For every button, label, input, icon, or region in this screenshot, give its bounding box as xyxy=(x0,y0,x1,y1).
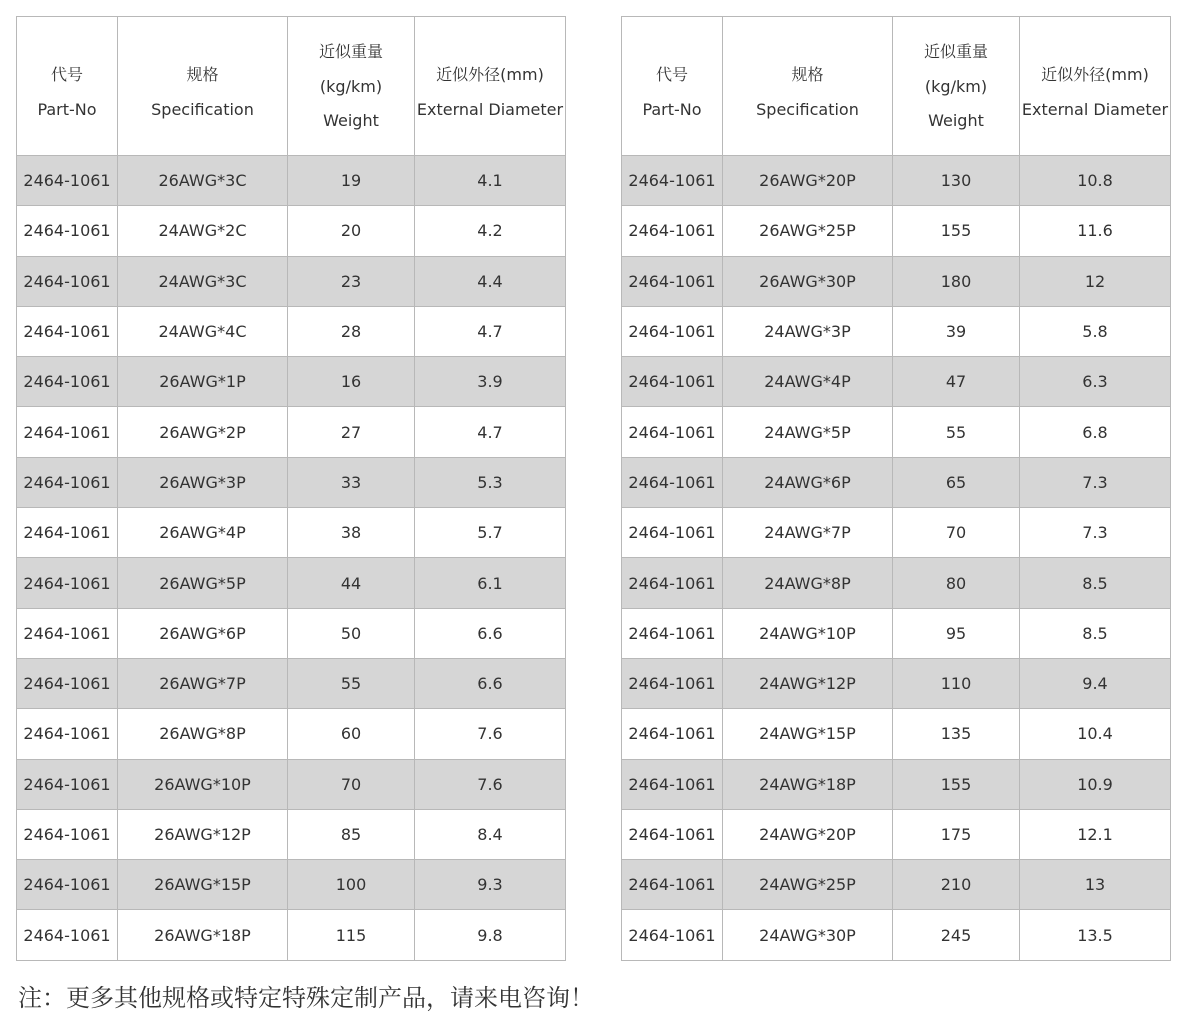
table-row xyxy=(17,860,566,910)
cell-weight: 20 xyxy=(288,206,415,256)
cell-part-no: 2464-1061 xyxy=(17,809,118,859)
cell-specification: 26AWG*3P xyxy=(118,457,288,507)
header-label: External Diameter xyxy=(416,99,564,119)
cell-weight: 60 xyxy=(288,709,415,759)
cell-external-diameter: 10.9 xyxy=(1020,759,1171,809)
cell-specification: 24AWG*18P xyxy=(723,759,893,809)
cell-part-no: 2464-1061 xyxy=(17,457,118,507)
cell-weight: 100 xyxy=(288,860,415,910)
cell-external-diameter: 7.3 xyxy=(1020,457,1171,507)
cell-specification: 26AWG*2P xyxy=(118,407,288,457)
cell-external-diameter: 7.3 xyxy=(1020,508,1171,558)
cell-specification: 24AWG*15P xyxy=(723,709,893,759)
cell-weight: 95 xyxy=(893,608,1020,658)
cell-external-diameter: 10.8 xyxy=(1020,156,1171,206)
table-row xyxy=(17,508,566,558)
cell-part-no: 2464-1061 xyxy=(17,508,118,558)
cell-part-no: 2464-1061 xyxy=(622,206,723,256)
header-row xyxy=(17,17,566,156)
cell-weight: 80 xyxy=(893,558,1020,608)
cell-external-diameter: 13.5 xyxy=(1020,910,1171,960)
cell-weight: 23 xyxy=(288,256,415,306)
table-row xyxy=(17,910,566,960)
header-specification xyxy=(118,17,288,156)
header-label: Weight xyxy=(928,110,984,130)
table-row xyxy=(17,658,566,708)
cell-external-diameter: 9.8 xyxy=(415,910,566,960)
table-row xyxy=(622,256,1171,306)
header-label: 规格 xyxy=(791,64,824,84)
cell-part-no: 2464-1061 xyxy=(17,156,118,206)
cell-part-no: 2464-1061 xyxy=(17,357,118,407)
cell-part-no: 2464-1061 xyxy=(622,357,723,407)
cell-weight: 38 xyxy=(288,508,415,558)
cell-specification: 26AWG*18P xyxy=(118,910,288,960)
header-part-no xyxy=(17,17,118,156)
cell-external-diameter: 7.6 xyxy=(415,759,566,809)
cell-specification: 26AWG*1P xyxy=(118,357,288,407)
cell-weight: 155 xyxy=(893,206,1020,256)
cell-specification: 26AWG*6P xyxy=(118,608,288,658)
table-body xyxy=(622,156,1171,961)
cell-weight: 245 xyxy=(893,910,1020,960)
cell-weight: 175 xyxy=(893,809,1020,859)
cell-specification: 24AWG*4P xyxy=(723,357,893,407)
table-row xyxy=(17,206,566,256)
cell-external-diameter: 11.6 xyxy=(1020,206,1171,256)
cell-weight: 44 xyxy=(288,558,415,608)
header-label: Part-No xyxy=(37,99,97,119)
cell-part-no: 2464-1061 xyxy=(622,508,723,558)
header-label: 代号 xyxy=(655,64,688,84)
cell-weight: 28 xyxy=(288,306,415,356)
cell-part-no: 2464-1061 xyxy=(17,306,118,356)
cell-part-no: 2464-1061 xyxy=(622,759,723,809)
table-row xyxy=(17,407,566,457)
cell-part-no: 2464-1061 xyxy=(17,608,118,658)
cell-specification: 26AWG*12P xyxy=(118,809,288,859)
cell-weight: 210 xyxy=(893,860,1020,910)
cell-external-diameter: 6.3 xyxy=(1020,357,1171,407)
cell-specification: 24AWG*5P xyxy=(723,407,893,457)
cell-external-diameter: 8.4 xyxy=(415,809,566,859)
cell-weight: 180 xyxy=(893,256,1020,306)
table-row xyxy=(17,156,566,206)
footer-note: 注：更多其他规格或特定特殊定制产品，请来电咨询！ xyxy=(18,984,594,1012)
table-row xyxy=(622,558,1171,608)
header-label: 近似重量 xyxy=(318,41,383,61)
cell-external-diameter: 6.8 xyxy=(1020,407,1171,457)
cell-part-no: 2464-1061 xyxy=(622,658,723,708)
header-label: Part-No xyxy=(642,99,702,119)
table-row xyxy=(17,558,566,608)
table-row xyxy=(17,306,566,356)
cell-specification: 26AWG*4P xyxy=(118,508,288,558)
cell-part-no: 2464-1061 xyxy=(17,558,118,608)
header-external-diameter xyxy=(1020,17,1171,156)
cell-external-diameter: 6.6 xyxy=(415,658,566,708)
cell-part-no: 2464-1061 xyxy=(622,256,723,306)
cell-external-diameter: 6.6 xyxy=(415,608,566,658)
header-external-diameter xyxy=(415,17,566,156)
header-label: Weight xyxy=(323,110,379,130)
table-row xyxy=(17,457,566,507)
table-row xyxy=(622,508,1171,558)
cell-external-diameter: 4.7 xyxy=(415,306,566,356)
table-row xyxy=(622,457,1171,507)
cell-specification: 24AWG*10P xyxy=(723,608,893,658)
cell-part-no: 2464-1061 xyxy=(17,759,118,809)
header-label: External Diameter xyxy=(1021,99,1169,119)
cell-part-no: 2464-1061 xyxy=(622,156,723,206)
header-label: Specification xyxy=(151,99,254,119)
cell-part-no: 2464-1061 xyxy=(622,860,723,910)
cell-weight: 55 xyxy=(893,407,1020,457)
cell-weight: 65 xyxy=(893,457,1020,507)
header-row xyxy=(622,17,1171,156)
cell-external-diameter: 5.8 xyxy=(1020,306,1171,356)
cell-external-diameter: 5.3 xyxy=(415,457,566,507)
cell-specification: 26AWG*5P xyxy=(118,558,288,608)
cell-specification: 24AWG*12P xyxy=(723,658,893,708)
cell-part-no: 2464-1061 xyxy=(17,256,118,306)
cell-weight: 110 xyxy=(893,658,1020,708)
table-row xyxy=(622,658,1171,708)
cell-part-no: 2464-1061 xyxy=(622,910,723,960)
spec-table-left xyxy=(16,16,566,961)
header-label: 规格 xyxy=(186,64,219,84)
table-row xyxy=(622,357,1171,407)
cell-specification: 26AWG*7P xyxy=(118,658,288,708)
table-row xyxy=(622,860,1171,910)
table-row xyxy=(17,256,566,306)
cell-specification: 24AWG*25P xyxy=(723,860,893,910)
cell-part-no: 2464-1061 xyxy=(17,407,118,457)
table-row xyxy=(17,709,566,759)
cell-weight: 85 xyxy=(288,809,415,859)
cell-specification: 24AWG*20P xyxy=(723,809,893,859)
cell-part-no: 2464-1061 xyxy=(622,457,723,507)
cell-external-diameter: 8.5 xyxy=(1020,558,1171,608)
cell-part-no: 2464-1061 xyxy=(17,910,118,960)
header-label: (kg/km) xyxy=(319,76,383,96)
cell-specification: 26AWG*30P xyxy=(723,256,893,306)
table-row xyxy=(622,809,1171,859)
table-row xyxy=(622,608,1171,658)
cell-weight: 55 xyxy=(288,658,415,708)
header-weight xyxy=(288,17,415,156)
cell-specification: 26AWG*15P xyxy=(118,860,288,910)
cell-specification: 26AWG*8P xyxy=(118,709,288,759)
cell-specification: 26AWG*3C xyxy=(118,156,288,206)
table-row xyxy=(622,206,1171,256)
cell-external-diameter: 9.3 xyxy=(415,860,566,910)
cell-specification: 26AWG*25P xyxy=(723,206,893,256)
header-label: 近似重量 xyxy=(923,41,988,61)
cell-external-diameter: 10.4 xyxy=(1020,709,1171,759)
header-label: 近似外径(mm) xyxy=(436,64,544,84)
cell-weight: 16 xyxy=(288,357,415,407)
cell-weight: 70 xyxy=(893,508,1020,558)
cell-weight: 130 xyxy=(893,156,1020,206)
cell-external-diameter: 13 xyxy=(1020,860,1171,910)
cell-part-no: 2464-1061 xyxy=(622,709,723,759)
table-row xyxy=(17,759,566,809)
cell-part-no: 2464-1061 xyxy=(622,809,723,859)
header-label: Specification xyxy=(756,99,859,119)
cell-specification: 24AWG*4C xyxy=(118,306,288,356)
table-row xyxy=(622,709,1171,759)
table-row xyxy=(17,608,566,658)
header-specification xyxy=(723,17,893,156)
cell-external-diameter: 9.4 xyxy=(1020,658,1171,708)
cell-specification: 24AWG*7P xyxy=(723,508,893,558)
cell-weight: 50 xyxy=(288,608,415,658)
cell-part-no: 2464-1061 xyxy=(17,709,118,759)
cell-weight: 27 xyxy=(288,407,415,457)
header-label: 代号 xyxy=(50,64,83,84)
header-weight xyxy=(893,17,1020,156)
table-row xyxy=(622,759,1171,809)
cell-part-no: 2464-1061 xyxy=(622,558,723,608)
cell-part-no: 2464-1061 xyxy=(622,306,723,356)
cell-part-no: 2464-1061 xyxy=(622,407,723,457)
cell-weight: 47 xyxy=(893,357,1020,407)
cell-weight: 70 xyxy=(288,759,415,809)
header-part-no xyxy=(622,17,723,156)
table-row xyxy=(622,156,1171,206)
cell-part-no: 2464-1061 xyxy=(17,206,118,256)
cell-part-no: 2464-1061 xyxy=(17,860,118,910)
table-row xyxy=(17,357,566,407)
cell-specification: 24AWG*30P xyxy=(723,910,893,960)
cell-specification: 24AWG*3P xyxy=(723,306,893,356)
cell-external-diameter: 7.6 xyxy=(415,709,566,759)
cell-specification: 24AWG*2C xyxy=(118,206,288,256)
cell-specification: 24AWG*8P xyxy=(723,558,893,608)
cell-specification: 26AWG*20P xyxy=(723,156,893,206)
cell-weight: 135 xyxy=(893,709,1020,759)
cell-weight: 155 xyxy=(893,759,1020,809)
cell-external-diameter: 3.9 xyxy=(415,357,566,407)
cell-external-diameter: 4.7 xyxy=(415,407,566,457)
table-body xyxy=(17,156,566,961)
cell-part-no: 2464-1061 xyxy=(17,658,118,708)
cell-external-diameter: 5.7 xyxy=(415,508,566,558)
cell-external-diameter: 4.4 xyxy=(415,256,566,306)
cell-weight: 115 xyxy=(288,910,415,960)
cell-part-no: 2464-1061 xyxy=(622,608,723,658)
table-row xyxy=(622,306,1171,356)
cell-specification: 26AWG*10P xyxy=(118,759,288,809)
cell-external-diameter: 8.5 xyxy=(1020,608,1171,658)
cell-weight: 19 xyxy=(288,156,415,206)
cell-specification: 24AWG*3C xyxy=(118,256,288,306)
table-row xyxy=(622,407,1171,457)
cell-weight: 39 xyxy=(893,306,1020,356)
table-row xyxy=(622,910,1171,960)
table-row xyxy=(17,809,566,859)
spec-table-right xyxy=(621,16,1171,961)
cell-external-diameter: 4.1 xyxy=(415,156,566,206)
cell-specification: 24AWG*6P xyxy=(723,457,893,507)
cell-weight: 33 xyxy=(288,457,415,507)
header-label: (kg/km) xyxy=(924,76,988,96)
cell-external-diameter: 6.1 xyxy=(415,558,566,608)
header-label: 近似外径(mm) xyxy=(1041,64,1149,84)
cell-external-diameter: 4.2 xyxy=(415,206,566,256)
cell-external-diameter: 12 xyxy=(1020,256,1171,306)
cell-external-diameter: 12.1 xyxy=(1020,809,1171,859)
